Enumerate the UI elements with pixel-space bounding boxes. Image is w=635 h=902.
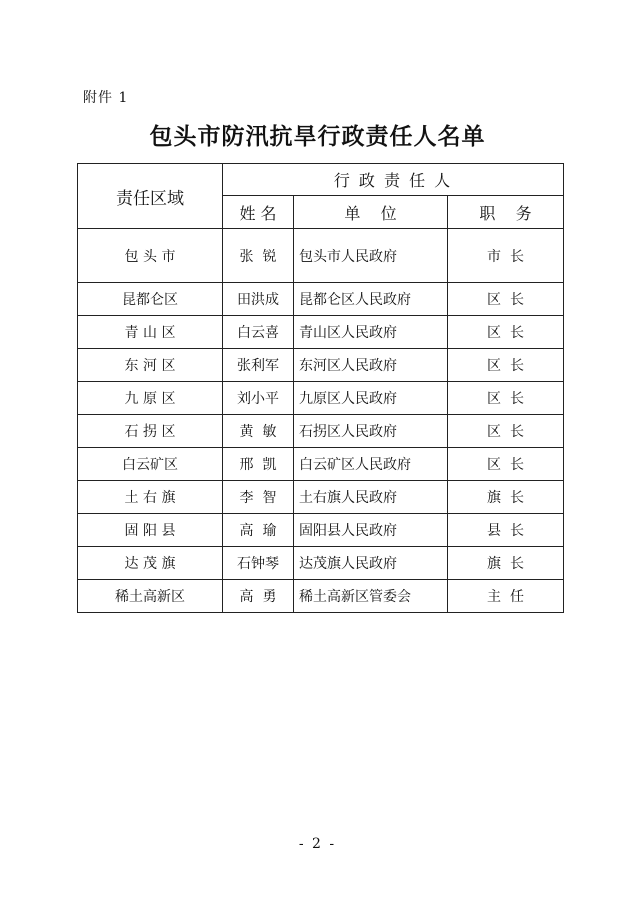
table-body [78,229,564,613]
position-cell: 区 长 [448,382,564,415]
unit-cell: 包头市人民政府 [294,229,448,283]
name-cell: 田洪成 [223,283,294,316]
unit-cell: 昆都仑区人民政府 [294,283,448,316]
name-cell: 高 勇 [223,580,294,613]
document-title: 包头市防汛抗旱行政责任人名单 [149,123,486,150]
region-cell: 固 阳 县 [78,514,223,547]
unit-cell: 固阳县人民政府 [294,514,448,547]
unit-cell: 白云矿区人民政府 [294,448,448,481]
position-cell: 县 长 [448,514,564,547]
position-cell: 区 长 [448,349,564,382]
region-cell: 东 河 区 [78,349,223,382]
attachment-label: 附件 1 [83,90,129,106]
unit-cell: 青山区人民政府 [294,316,448,349]
region-cell: 包 头 市 [78,229,223,283]
table-row [78,382,564,415]
name-cell: 高 瑜 [223,514,294,547]
position-cell: 区 长 [448,283,564,316]
name-cell: 张利军 [223,349,294,382]
name-cell: 张 锐 [223,229,294,283]
header-unit: 单 位 [294,196,448,229]
unit-cell: 稀土高新区管委会 [294,580,448,613]
name-cell: 刘小平 [223,382,294,415]
unit-cell: 九原区人民政府 [294,382,448,415]
position-cell: 旗 长 [448,481,564,514]
table-row [78,514,564,547]
region-cell: 土 右 旗 [78,481,223,514]
name-cell: 黄 敏 [223,415,294,448]
position-cell: 区 长 [448,316,564,349]
table-row [78,481,564,514]
region-cell: 昆都仑区 [78,283,223,316]
position-cell: 区 长 [448,448,564,481]
name-cell: 李 智 [223,481,294,514]
unit-cell: 达茂旗人民政府 [294,547,448,580]
position-cell: 旗 长 [448,547,564,580]
table-row [78,229,564,283]
responsibility-table [77,163,564,613]
region-cell: 稀土高新区 [78,580,223,613]
header-region: 责任区域 [78,164,223,229]
table-row [78,580,564,613]
region-cell: 九 原 区 [78,382,223,415]
position-cell: 市 长 [448,229,564,283]
region-cell: 达 茂 旗 [78,547,223,580]
header-name: 姓 名 [223,196,294,229]
unit-cell: 东河区人民政府 [294,349,448,382]
header-group: 行 政 责 任 人 [223,164,564,196]
position-cell: 区 长 [448,415,564,448]
unit-cell: 土右旗人民政府 [294,481,448,514]
region-cell: 石 拐 区 [78,415,223,448]
region-cell: 白云矿区 [78,448,223,481]
table-row [78,448,564,481]
table-row [78,283,564,316]
name-cell: 石钟琴 [223,547,294,580]
table-row [78,349,564,382]
name-cell: 邢 凯 [223,448,294,481]
header-position: 职 务 [448,196,564,229]
region-cell: 青 山 区 [78,316,223,349]
table-row [78,415,564,448]
name-cell: 白云喜 [223,316,294,349]
table-row [78,547,564,580]
position-cell: 主 任 [448,580,564,613]
page-number: - 2 - [298,836,337,852]
table-row [78,316,564,349]
unit-cell: 石拐区人民政府 [294,415,448,448]
